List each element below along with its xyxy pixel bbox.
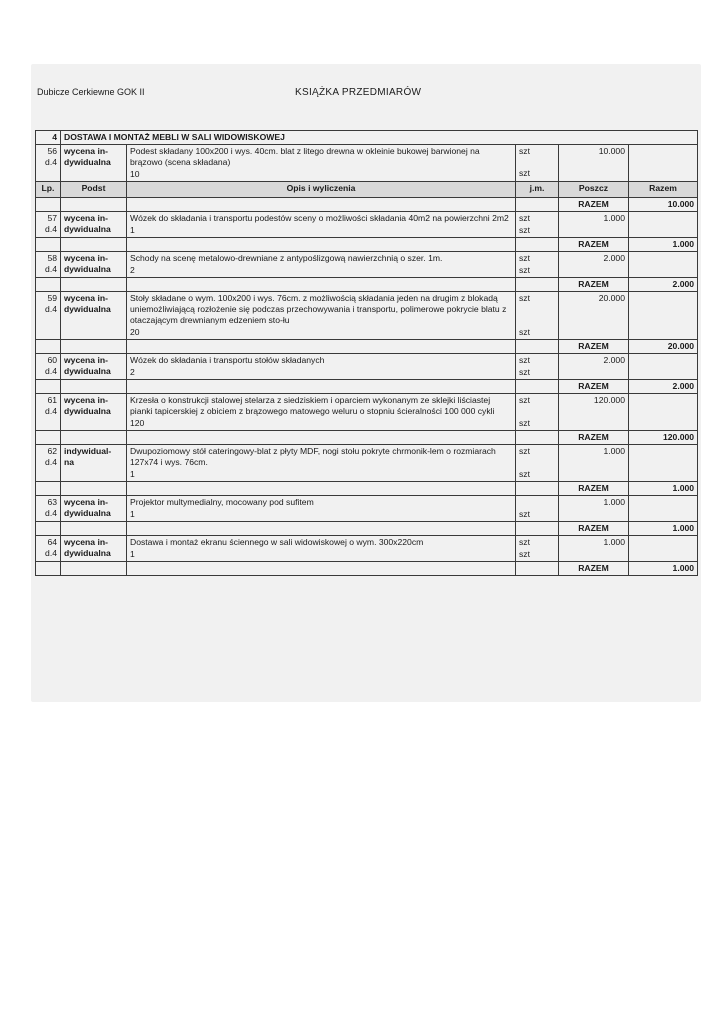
item-lp: 64 d.4 xyxy=(36,536,61,562)
item-lp: 63 d.4 xyxy=(36,496,61,522)
item-unit: szt szt xyxy=(516,145,559,182)
razem-label: RAZEM xyxy=(559,380,629,394)
item-unit: szt szt xyxy=(516,252,559,278)
item-row xyxy=(36,354,698,380)
item-description: Schody na scenę metalowo-drewniane z antypoślizgową nawierzchnią o szer. 1m. 2 xyxy=(127,252,516,278)
razem-row xyxy=(36,238,698,252)
razem-label: RAZEM xyxy=(559,340,629,354)
item-razem-empty xyxy=(629,445,698,482)
item-podst: wycena in- dywidualna xyxy=(61,536,127,562)
item-unit: szt szt xyxy=(516,212,559,238)
item-description: Wózek do składania i transportu podestów sceny o możliwości składania 40m2 na powierzchni 2m2 1 xyxy=(127,212,516,238)
page-title: KSIĄŻKA PRZEDMIARÓW xyxy=(295,87,422,98)
razem-label: RAZEM xyxy=(559,238,629,252)
item-lp: 58 d.4 xyxy=(36,252,61,278)
item-poszcz: 2.000 xyxy=(559,354,629,380)
section-number: 4 xyxy=(36,131,61,145)
razem-row xyxy=(36,431,698,445)
item-row-first xyxy=(36,145,698,182)
item-unit: szt szt xyxy=(516,292,559,340)
razem-label: RAZEM xyxy=(559,198,629,212)
item-description: Krzesła o konstrukcji stalowej stelarza z siedziskiem i oparciem wykonanym ze sklejki liściastej pianki tapicerskiej z obiciem z brązowego matowego weluru o stopniu ścieralności 100 000 cykli 120 xyxy=(127,394,516,431)
item-poszcz: 120.000 xyxy=(559,394,629,431)
item-razem-empty xyxy=(629,354,698,380)
item-description: Projektor multymedialny, mocowany pod sufitem 1 xyxy=(127,496,516,522)
razem-row xyxy=(36,340,698,354)
item-description: Dwupoziomowy stół cateringowy-blat z płyty MDF, nogi stołu pokryte chrmonik-lem o rozmiarach 127x74 i wys. 76cm. 1 xyxy=(127,445,516,482)
item-poszcz: 1.000 xyxy=(559,536,629,562)
item-razem-empty xyxy=(629,496,698,522)
item-poszcz: 1.000 xyxy=(559,445,629,482)
item-razem-empty xyxy=(629,292,698,340)
razem-value: 2.000 xyxy=(629,278,698,292)
item-lp: 57 d.4 xyxy=(36,212,61,238)
item-unit: szt szt xyxy=(516,536,559,562)
col-jm: j.m. xyxy=(516,182,559,198)
item-row xyxy=(36,496,698,522)
item-podst: wycena in- dywidualna xyxy=(61,292,127,340)
item-unit: szt szt xyxy=(516,354,559,380)
item-description: Wózek do składania i transportu stołów składanych 2 xyxy=(127,354,516,380)
measurement-table xyxy=(35,130,698,576)
item-podst: indywidual- na xyxy=(61,445,127,482)
item-row xyxy=(36,252,698,278)
item-lp: 60 d.4 xyxy=(36,354,61,380)
item-poszcz: 1.000 xyxy=(559,212,629,238)
razem-value: 1.000 xyxy=(629,238,698,252)
razem-row xyxy=(36,482,698,496)
item-row xyxy=(36,536,698,562)
header-left: Dubicze Cerkiewne GOK II xyxy=(37,87,145,97)
item-description: Podest składany 100x200 i wys. 40cm. blat z litego drewna w okleinie bukowej barwionej na brązowo (scena składana) 10 xyxy=(127,145,516,182)
razem-value: 10.000 xyxy=(629,198,698,212)
item-podst: wycena in- dywidualna xyxy=(61,354,127,380)
item-row xyxy=(36,445,698,482)
razem-label: RAZEM xyxy=(559,562,629,576)
col-poszcz: Poszcz xyxy=(559,182,629,198)
col-opis: Opis i wyliczenia xyxy=(127,182,516,198)
item-poszcz: 1.000 xyxy=(559,496,629,522)
razem-row xyxy=(36,278,698,292)
item-lp: 61 d.4 xyxy=(36,394,61,431)
razem-value: 120.000 xyxy=(629,431,698,445)
item-podst: wycena in- dywidualna xyxy=(61,145,127,182)
razem-label: RAZEM xyxy=(559,431,629,445)
item-poszcz: 2.000 xyxy=(559,252,629,278)
col-podst: Podst xyxy=(61,182,127,198)
item-lp: 59 d.4 xyxy=(36,292,61,340)
item-poszcz: 10.000 xyxy=(559,145,629,182)
item-unit: szt szt xyxy=(516,394,559,431)
section-row xyxy=(36,131,698,145)
section-title: DOSTAWA I MONTAŻ MEBLI W SALI WIDOWISKOWEJ xyxy=(61,131,698,145)
item-description: Stoły składane o wym. 100x200 i wys. 76cm. z możliwością składania jeden na drugim z blokadą uniemożliwiającą rozłożenie się podczas przechowywania i transportu, polimerowe pokrycie blatu z otaczającym drewnianym edzeniem sto-łu 20 xyxy=(127,292,516,340)
razem-value: 1.000 xyxy=(629,562,698,576)
col-razem: Razem xyxy=(629,182,698,198)
item-row xyxy=(36,394,698,431)
item-podst: wycena in- dywidualna xyxy=(61,394,127,431)
razem-value: 1.000 xyxy=(629,482,698,496)
item-podst: wycena in- dywidualna xyxy=(61,212,127,238)
razem-label: RAZEM xyxy=(559,522,629,536)
item-razem-empty xyxy=(629,252,698,278)
razem-label: RAZEM xyxy=(559,278,629,292)
item-lp: 62 d.4 xyxy=(36,445,61,482)
item-unit: szt xyxy=(516,496,559,522)
item-podst: wycena in- dywidualna xyxy=(61,496,127,522)
item-unit: szt szt xyxy=(516,445,559,482)
item-razem-empty xyxy=(629,145,698,182)
item-description: Dostawa i montaż ekranu ściennego w sali widowiskowej o wym. 300x220cm 1 xyxy=(127,536,516,562)
item-lp: 56 d.4 xyxy=(36,145,61,182)
item-podst: wycena in- dywidualna xyxy=(61,252,127,278)
item-razem-empty xyxy=(629,212,698,238)
razem-value: 1.000 xyxy=(629,522,698,536)
item-razem-empty xyxy=(629,394,698,431)
table-body xyxy=(36,131,698,576)
item-row xyxy=(36,212,698,238)
item-poszcz: 20.000 xyxy=(559,292,629,340)
item-razem-empty xyxy=(629,536,698,562)
razem-row xyxy=(36,522,698,536)
razem-label: RAZEM xyxy=(559,482,629,496)
col-lp: Lp. xyxy=(36,182,61,198)
razem-row xyxy=(36,562,698,576)
razem-row-first xyxy=(36,198,698,212)
column-header-row xyxy=(36,182,698,198)
razem-row xyxy=(36,380,698,394)
razem-value: 20.000 xyxy=(629,340,698,354)
item-row xyxy=(36,292,698,340)
razem-value: 2.000 xyxy=(629,380,698,394)
